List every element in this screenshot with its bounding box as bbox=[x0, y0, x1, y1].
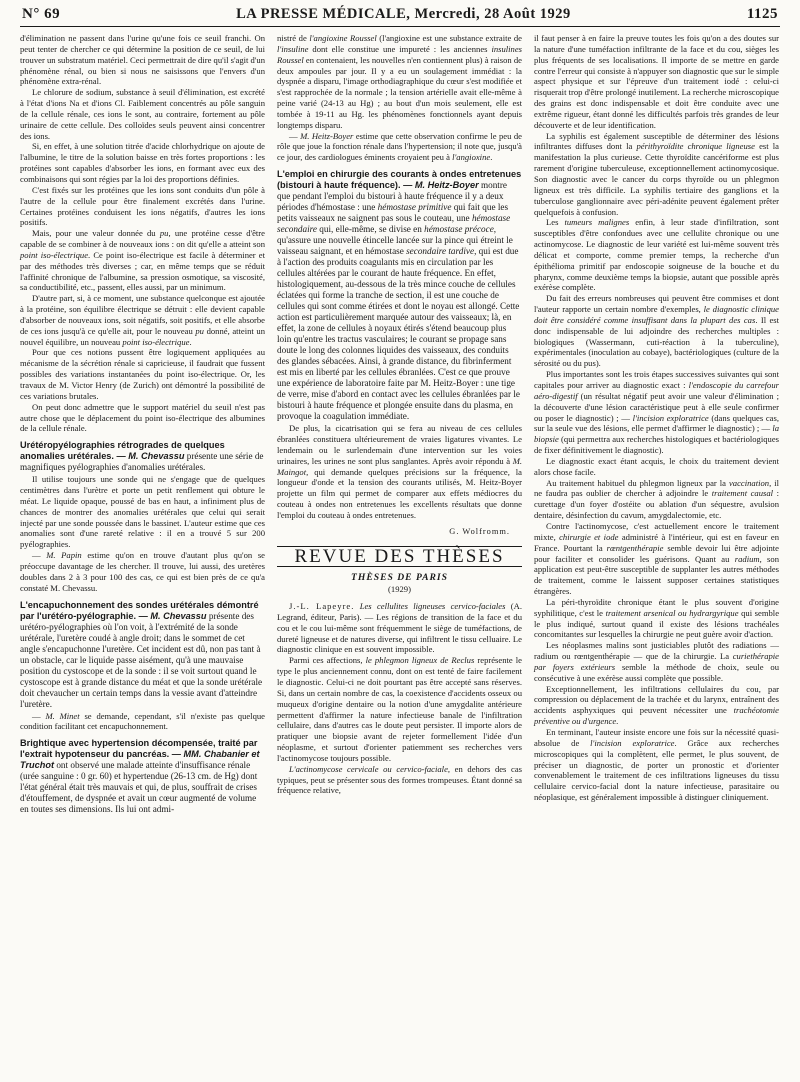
paragraph: Le chlorure de sodium, substance à seuil d'élimination, est excrété à l'état d'ions Na et d'ions Cl. Faiblement concentrés au pôle sanguin de la cellule rénale, ces ions le sont, au contraire, fortement au pôle urinaire de cette cellule. Des colloïdes seuls peuvent ainsi concentrer des ions. bbox=[20, 87, 265, 141]
paragraph: L'actinomycose cervicale ou cervico-faciale, en dehors des cas typiques, peut se présenter sous des formes trompeuses. Étant donné sa fréquence relative, bbox=[277, 763, 522, 796]
paragraph: nistré de l'angioxine Roussel (l'angioxine est une substance extraite de l'insuline dont elle constitue une impureté : les anciennes insulines Roussel en contenaient, les nouvelles n'en contiennent plus) à raison de deux ampoules par jour. Il y a eu un soulagement immédiat : la dyspnée a disparu, l'image orthodiagraphique du cœur s'est modifiée et s'est rapprochée de la normale ; la tension artérielle avait elle-même à peine varié (24-13 au Hg) ; au bout d'un mois seulement, elle est tombée à 19-11 au Hg. les phénomènes fonctionnels ayant depuis longtemps disparu. bbox=[277, 33, 522, 130]
section-heading: L'encapuchonnement des sondes urétérales démontré par l'urétéro-pyélographie. — M. Chevassu présente des urétéro-pyélographies où l'on voit, à l'extrémité de la sonde urétérale, l'uretère coudé à angle droit; dans le sommet de cet angle s'encapuchonne l'uretère. Cet incident est dû, non pas tant à un obstacle, car le liquide passe aisément, qu'à une mauvaise position du cystoscope et de la sonde : il se voit surtout quand le cystoscope est à grande distance du méat et que la sonde urétérale doit chevaucher un certain temps dans la vessie avant d'atteindre l'uretère. bbox=[20, 599, 263, 709]
section-heading: Urétéropyélographies rétrogrades de quelques anomalies urétérales. — M. Chevassu présente une série de magnifiques pyélographies d'anomalies urétérales. bbox=[20, 440, 264, 473]
paragraph: Parmi ces affections, le phlegmon ligneux de Reclus représente le type le plus anciennement connu, dont on est tenté de faire facilement le diagnostic. Celui-ci ne doit pourtant pas être accepté sans réserves. Si, dans un certain nombre de cas, la coexistence d'accidents osseux ou muqueux d'origine dentaire ou la notion d'une amygdalite antérieure permettent d'affirmer la nature infectieuse banale de l'infiltration cellulaire, dans d'autres cas le doute peut persister. Il importe alors de pratiquer une biopsie avant de rejeter formellement l'idée d'un néoplasme, et surtout d'orienter patiemment ses recherches vers l'actinomycose toujours possible. bbox=[277, 655, 522, 763]
paragraph: Mais, pour une valeur donnée du pu, une protéine cesse d'être capable de se combiner à de nouveaux ions : on dit qu'elle a atteint son point iso-électrique. Ce point iso-électrique est facile à déterminer et par des méthodes très diverses ; car, en même temps que se réduit l'affinité chronique de l'albumine, sa pression osmotique, sa viscosité, sa conductibilité, etc., passent, elles aussi, par un minimum. bbox=[20, 228, 265, 293]
issue-number: N° 69 bbox=[22, 6, 61, 22]
paragraph: D'autre part, si, à ce moment, une substance quelconque est ajoutée à la protéine, son équilibre électrique se détruit : elle devient capable d'absorber de nouveaux ions, soit négatifs, soit positifs, et elle absorbe de ces ions jusqu'à ce qu'elle ait, pour le nouveau pu donné, atteint un nouvel équilibre, un nouveau point iso-électrique. bbox=[20, 293, 265, 347]
paragraph: Contre l'actinomycose, c'est actuellement encore le traitement mixte, chirurgie et iode administré à l'intérieur, qui est en faveur en France. Pourtant la rœntgenthérapie semble devoir lui être adjointe pour faciliter et consolider les guérisons. Quant au radium, son application est peut-être susceptible de supplanter les autres méthodes de traitement, comme le laissent supposer certaines statistiques étrangères. bbox=[534, 520, 780, 597]
section-heading: L'emploi en chirurgie des courants à ondes entretenues (bistouri à haute fréquence). — M. Heitz-Boyer montre que pendant l'emploi du bistouri à haute fréquence il y a deux périodes d'hémostase : une hémostase primitive qui fait que les petits vaisseaux ne saignent pas sous le couteau, une hémostase secondaire qui, elle-même, se divise en hémostase précoce, qu'assure une nouvelle étincelle lancée sur la pince qui étreint le vaisseau saignant, et en hémostase secondaire tardive, qui est due à l'action des produits coagulants mis en circulation par les cellules altérées par le courant de haute fréquence. En effet, histologiquement, au-dessous de la très mince couche de cellules éclatées qui forme la tranche de section, il est une couche de cellules qui sont comme étirées et dont le noyau est allongé. Cette action est particulièrement marquée autour des vaisseaux; là, en effet, la zone de cellules à noyaux étirés s'étend beaucoup plus loin qu'entre les tractus vasculaires; le courant se propage sans doute le long des colonnes liquides des vaisseaux, des conduits des glandes sébacées. Ainsi, à grande distance, du fibrinferment est mis en liberté par les cellules ébranlées. C'est ce que prouve une expérience de laboratoire faite par M. Heitz-Boyer : une tige de verre, mise d'abord en contact avec les cellules ébranlées par le bistouri à haute fréquence et plongée ensuite dans du plasma, en provoque la coagulation immédiate. bbox=[277, 169, 522, 422]
paragraph: J.-L. Lapeyre. Les cellulites ligneuses cervico-faciales (A. Legrand, éditeur, Paris). — Les régions de transition de la face et du cou et le cou lui-même sont fréquemment le siège de tuméfactions, de dureté ligneuse et de natures diverse, qui infiltrent le tissu celluaire. Le diagnostic clinique en est souvent impossible. bbox=[277, 601, 523, 655]
paragraph: d'élimination ne passent dans l'urine qu'une fois ce seuil franchi. On peut tenter de chercher ce qui détermine la position de ce seuil, de lui trouver un substratum matériel. Ceci permettrait de dire qu'il s'agit d'un phénomène rénal, ou bien si nous ne saisissons que l'envers d'un phénomène extra-rénal. bbox=[20, 33, 265, 87]
section-heading: Brightique avec hypertension décompensée, traité par l'extrait hypotenseur du pancréas. — MM. Chabanier et Truchot ont observé une malade atteinte d'insuffisance rénale (urée sanguine : 0 gr. 60) et hypertendue (26-13 cm. de Hg) dont l'état général était très mauvais et qui, de plus, souffrait de crises d'étouffement, de dyspnée et avait un cœur augmenté de volume en toutes ses dimensions. Ils lui ont admi- bbox=[20, 738, 260, 815]
masthead bbox=[20, 6, 780, 27]
column-2 bbox=[277, 33, 522, 816]
paragraph: De plus, la cicatrisation qui se fera au niveau de ces cellules ébranlées constituera ultérieurement de vraies ligatures vivantes. Le lendemain ou le surlendemain d'une intervention sur les voies urinaires, les urines ne sont plus sanglantes. Après avoir répondu à M. Maingot, qui demande quelques précisions sur la fréquence, la longueur d'onde et la tension des courants utilisés, M. Heitz-Boyer projette un film qui permet de comparer aux effets médiocres du couteau à ondes non entretenues les excellents résultats que donne l'emploi du couteau à ondes entretenues. bbox=[277, 423, 522, 520]
paragraph: Plus importantes sont les trois étapes successives suivantes qui sont capitales pour arriver au diagnostic exact : l'endoscopie du carrefour aéro-digestif (un résultat négatif peut avoir une valeur d'élimination ; la découverte d'une lésion caractéristique peut à elle seule confirmer ou poser le diagnostic) ; — l'incision exploratrice (dans quelques cas, sur la seule vue des lésions, elle permet d'affirmer le diagnostic) ; — la biopsie (qui permettra aux recherches histologiques et bactériologiques de fixer définitivement le diagnostic). bbox=[534, 369, 779, 456]
paragraph: Il utilise toujours une sonde qui ne s'engage que de quelques centimètres dans l'urètre et porte un petit renflement qui obture le méat. Le liquide opaque, poussé de bas en haut, a infiniment plus de chances de montrer des anomalies urétérales que celui qui serait injecté par une sonde poussée dans le bassinet. L'auteur estime que ces anomalies sont d'une rareté relative : il en a trouvé 5 sur 200 pyélographies. bbox=[20, 474, 265, 550]
paragraph: Les tumeurs malignes enfin, à leur stade d'infiltration, sont susceptibles d'être confondues avec une cellulite chronique ou une actinomycose. Le diagnostic de leur variété est lui-même souvent très délicat et comporte, comme premier temps, la recherche d'un épithélioma primitif par endoscopie soigneuse de la bouche et du pharynx, comme deuxième temps la biopsie, autant que possible après exérèse complète. bbox=[534, 217, 780, 293]
paragraph: — M. Minet se demande, cependant, s'il n'existe pas quelque condition facilitant cet encapuchonnement. bbox=[20, 710, 265, 732]
section-title: REVUE DES THÈSES bbox=[277, 546, 522, 568]
paragraph: Du fait des erreurs nombreuses qui peuvent être commises et dont l'auteur rapporte un certain nombre d'exemples, le diagnostic clinique doit être considéré comme insuffisant dans la plupart des cas. Il est donc indispensable de lui adjoindre des recherches multiples : biologiques (Wassermann, cuti-réaction à la tuberculine), expérimentales (inoculation au cobaye), bactériologiques (culture de la sérosité ou du pus). bbox=[534, 293, 779, 369]
page-number: 1125 bbox=[746, 6, 778, 22]
paragraph: La syphilis est également susceptible de déterminer des lésions infiltrantes diffuses dont la périthyroïdite chronique ligneuse est la manifestation la plus curieuse. Cette thyroïdite cancériforme est plus rarement d'origine tuberculeuse, exceptionnellement actinomycosique. Son diagnostic avec le cancer du corps thyroïde ou un phlegmon ligneux est très difficile. La syphilis tertiaire des ganglions et la tuberculose ganglionnaire avec péri-adénite peuvent également prêter quelquefois à confusion. bbox=[534, 130, 779, 217]
journal-title: LA PRESSE MÉDICALE, Mercredi, 28 Août 1929 bbox=[236, 6, 571, 22]
paragraph: En terminant, l'auteur insiste encore une fois sur la nécessité quasi-absolue de l'incision exploratrice. Grâce aux recherches microscopiques qui la complètent, elle permet, le plus souvent, de préciser un diagnostic, de porter un pronostic et d'orienter convenablement le traitement de ces infiltrations ligneuses du tissu cellulaire cervico-facial dont la nature infectieuse, parasitaire ou néoplasique, est généralement impossible à distinguer cliniquement. bbox=[534, 727, 779, 803]
column-1 bbox=[20, 33, 265, 816]
paragraph: — M. Heitz-Boyer estime que cette observation confirme le peu de rôle que joue la fonction rénale dans l'hypertension; il note que, jusqu'à ce jour, des cardiologues éminents croyaient peu à l'angioxine. bbox=[277, 130, 522, 163]
column-3 bbox=[534, 33, 779, 816]
paragraph: il faut penser à en faire la preuve toutes les fois qu'on a des doutes sur la nature d'une tuméfaction infiltrante de la face et du cou, sièges les plus fréquents de ses localisations. Il importe de se mettre en garde contre l'erreur qui consiste à n'appuyer son diagnostic que sur le simple aspect physique et sur l'épreuve d'un traitement iodé : celui-ci risquerait trop d'être prolongé inutilement. La recherche microscopique des grains est donc indispensable et doit être conduite avec une extrême rigueur, étant donné les difficultés parfois très grandes de leur découverte et de leur identification. bbox=[534, 33, 779, 130]
year-label: (1929) bbox=[388, 584, 411, 595]
subsection-title: THÈSES DE PARIS bbox=[351, 572, 448, 584]
journal-page bbox=[20, 0, 780, 816]
paragraph: Le diagnostic exact étant acquis, le choix du traitement devient alors chose facile. bbox=[534, 455, 779, 477]
paragraph: — M. Papin estime qu'on en trouve d'autant plus qu'on se préoccupe davantage de les chercher. Il trouve, lui aussi, des uretères doubles dans 2 à 3 pour 100 des cas, ce qui est bien près de ce qu'a constaté M. Chevassu. bbox=[20, 550, 265, 593]
paragraph: Au traitement habituel du phlegmon ligneux par la vaccination, il ne faudra pas oublier de chercher à adjoindre le traitement causal : curettage d'un foyer d'ostéite ou ablation d'un séquestre, avulsion dentaire, désinfection du cavum, amygdalectomie, etc. bbox=[534, 477, 779, 521]
paragraph: C'est fixés sur les protéines que les ions sont conduits d'un pôle à l'autre de la cellule pour être finalement excrétés dans l'urine. Certaines protéines conduisent les ions négatifs, d'autres les ions positifs. bbox=[20, 184, 265, 228]
paragraph: La péri-thyroïdite chronique étant le plus souvent d'origine syphilitique, c'est le traitement arsenical ou hydrargyrique qui semble le plus indiqué, surtout quand il existe des lésions trachéales concomitantes sur lesquelles la chirurgie ne peut guère avoir d'action. bbox=[534, 596, 780, 640]
paragraph: Pour que ces notions pussent être logiquement appliquées au mécanisme de la sécrétion rénale si capricieuse, il faudrait que fussent possibles des variations instantanées du point iso-électrique. Or, les travaux de M. Victor Henry (de Zurich) ont démontré la possibilité de ces variations brutales. bbox=[20, 347, 265, 401]
paragraph: Exceptionnellement, les infiltrations cellulaires du cou, par compression ou déplacement de la trachée et du larynx, entraînent des accidents asphyxiques qui peuvent nécessiter une trachéotomie préventive ou d'urgence. bbox=[534, 683, 779, 727]
columns bbox=[20, 33, 780, 816]
author-signature: G. Wolfromm. bbox=[449, 526, 510, 536]
paragraph: Si, en effet, à une solution titrée d'acide chlorhydrique on ajoute de l'albumine, le titre de la solution baisse en très fortes proportions : les protéines sont capables d'absorber les ions, en formant avec eux des combinaisons qui sont régies par la loi des proportions définies. bbox=[20, 141, 265, 184]
paragraph: On peut donc admettre que le support matériel du seuil n'est pas autre chose que le déplacement du point iso-électrique des albumines de la cellule rénale. bbox=[20, 401, 265, 434]
paragraph: Les néoplasmes malins sont justiciables plutôt des radiations — radium ou rœntgenthérapie — que de la chirurgie. La curiethérapie par foyers extérieurs semble la méthode de choix, seule ou consécutive à une exérèse aussi complète que possible. bbox=[534, 640, 779, 683]
